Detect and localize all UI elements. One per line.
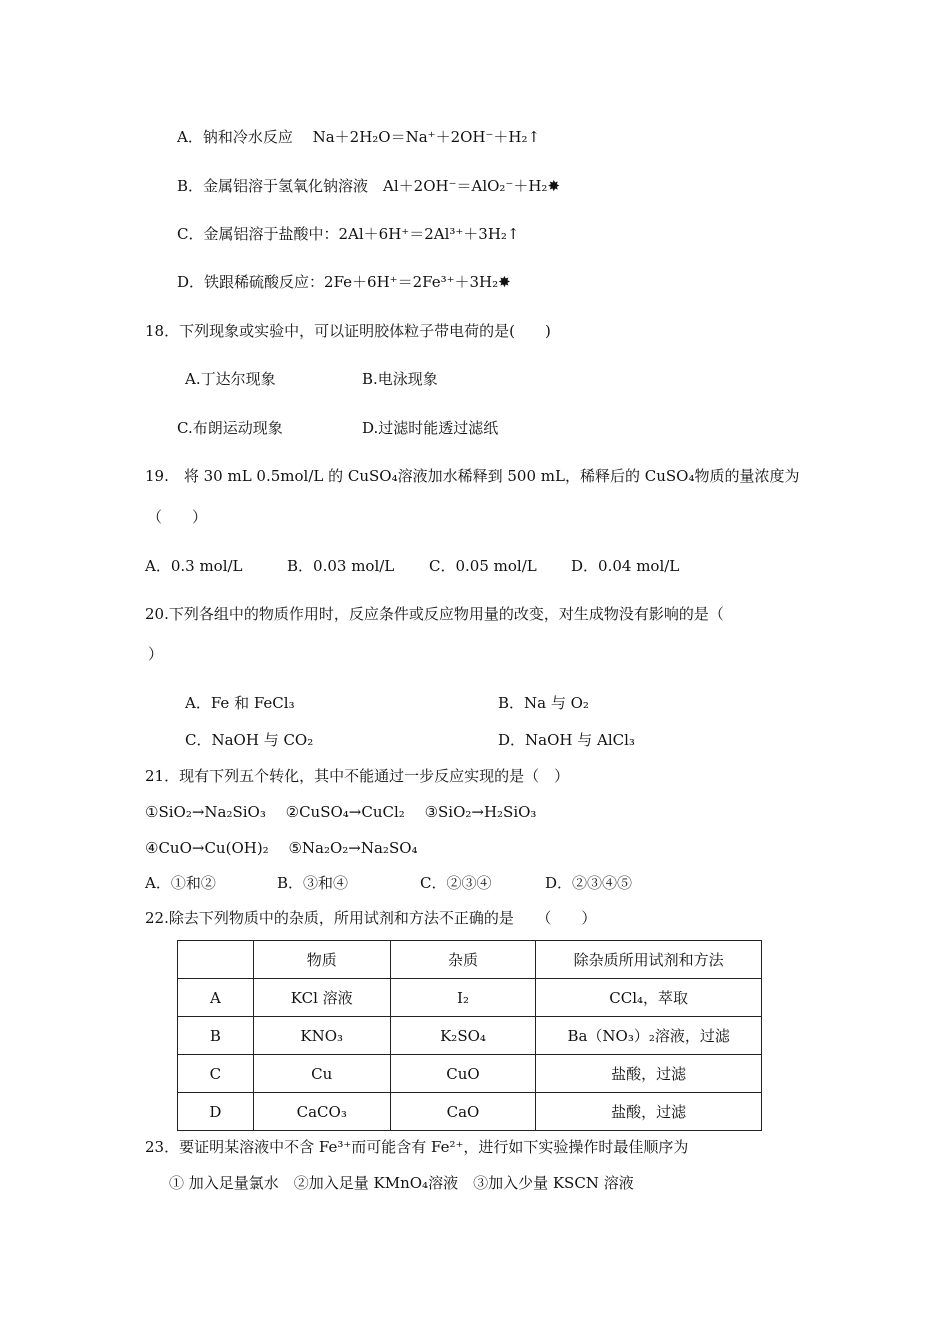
table-cell: CCl₄，萃取 [536, 979, 762, 1017]
q20-option-d: D．NaOH 与 AlCl₃ [498, 731, 635, 749]
q20-option-c: C．NaOH 与 CO₂ [185, 731, 314, 749]
q23-steps: ① 加入足量氯水 ②加入足量 KMnO₄溶液 ③加入少量 KSCN 溶液 [169, 1174, 634, 1192]
q22-stem: 22.除去下列物质中的杂质，所用试剂和方法不正确的是 （ ） [145, 909, 597, 927]
table-cell: 盐酸，过滤 [536, 1055, 762, 1093]
table-row [178, 1055, 762, 1093]
q18-option-d: D.过滤时能透过滤纸 [362, 419, 499, 437]
q19-option-b: B．0.03 mol/L [287, 557, 395, 575]
table-cell: KNO₃ [253, 1017, 390, 1055]
q21-option-a: A．①和② [145, 874, 216, 892]
table-cell: CuO [390, 1055, 536, 1093]
table-cell: B [178, 1017, 254, 1055]
q19-option-a: A．0.3 mol/L [145, 557, 243, 575]
table-cell: CaO [390, 1093, 536, 1131]
q18-option-c: C.布朗运动现象 [177, 419, 283, 437]
q19-option-c: C．0.05 mol/L [429, 557, 537, 575]
table-cell: K₂SO₄ [390, 1017, 536, 1055]
table-cell: Cu [253, 1055, 390, 1093]
q20-stem: 20.下列各组中的物质作用时，反应条件或反应物用量的改变，对生成物没有影响的是（ [145, 605, 724, 623]
q17-option-d: D．铁跟稀硫酸反应：2Fe＋6H⁺＝2Fe³⁺＋3H₂✸ [177, 273, 511, 291]
table-cell: A [178, 979, 254, 1017]
q21-option-d: D．②③④⑤ [545, 874, 633, 892]
q21-stem: 21．现有下列五个转化，其中不能通过一步反应实现的是（ ） [145, 767, 570, 785]
table-cell: C [178, 1055, 254, 1093]
q20-option-a: A．Fe 和 FeCl₃ [185, 694, 295, 712]
table-row [178, 1017, 762, 1055]
q21-conversions-row1: ①SiO₂→Na₂SiO₃ ②CuSO₄→CuCl₂ ③SiO₂→H₂SiO₃ [145, 803, 537, 821]
table-row [178, 1093, 762, 1131]
q23-stem: 23．要证明某溶液中不含 Fe³⁺而可能含有 Fe²⁺，进行如下实验操作时最佳顺序为 [145, 1138, 689, 1156]
q21-conversions-row2: ④CuO→Cu(OH)₂ ⑤Na₂O₂→Na₂SO₄ [145, 839, 418, 857]
q20-option-b: B．Na 与 O₂ [498, 694, 589, 712]
q21-option-c: C．②③④ [420, 874, 492, 892]
q19-stem: 19. 将 30 mL 0.5mol/L 的 CuSO₄溶液加水稀释到 500 mL，稀释后的 CuSO₄物质的量浓度为 [145, 467, 800, 485]
q17-option-a: A．钠和冷水反应 Na＋2H₂O＝Na⁺＋2OH⁻＋H₂↑ [177, 128, 541, 146]
q18-stem: 18．下列现象或实验中，可以证明胶体粒子带电荷的是( ) [145, 322, 551, 340]
table-header-cell [178, 941, 254, 979]
q19-answer-paren: （ ） [147, 508, 208, 526]
table-header-cell: 杂质 [390, 941, 536, 979]
q17-option-c: C．金属铝溶于盐酸中：2Al＋6H⁺＝2Al³⁺＋3H₂↑ [177, 225, 520, 243]
table-header-cell: 除杂质所用试剂和方法 [536, 941, 762, 979]
q19-option-d: D．0.04 mol/L [571, 557, 680, 575]
q20-answer-paren: ） [148, 645, 164, 663]
q18-option-b: B.电泳现象 [362, 370, 438, 388]
table-cell: 盐酸，过滤 [536, 1093, 762, 1131]
table-header-cell: 物质 [253, 941, 390, 979]
q22-table [177, 940, 762, 1131]
table-cell: CaCO₃ [253, 1093, 390, 1131]
table-cell: I₂ [390, 979, 536, 1017]
q21-option-b: B．③和④ [277, 874, 349, 892]
table-cell: D [178, 1093, 254, 1131]
table-row [178, 979, 762, 1017]
table-cell: KCl 溶液 [253, 979, 390, 1017]
q18-option-a: A.丁达尔现象 [185, 370, 276, 388]
table-cell: Ba（NO₃）₂溶液，过滤 [536, 1017, 762, 1055]
q17-option-b: B．金属铝溶于氢氧化钠溶液 Al＋2OH⁻＝AlO₂⁻＋H₂✸ [177, 177, 561, 195]
table-header-row [178, 941, 762, 979]
